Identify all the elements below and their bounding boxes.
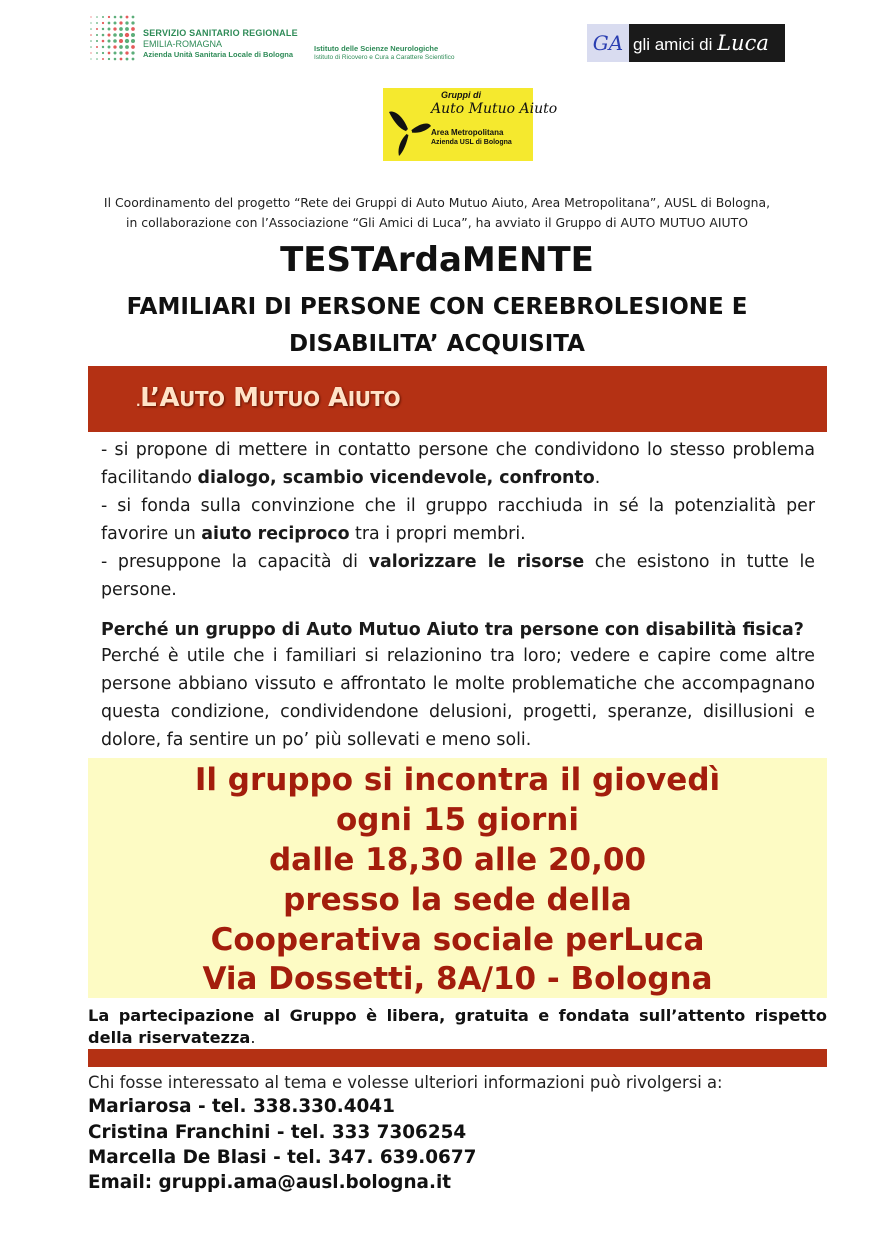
banner-w1-rest: UTO bbox=[179, 387, 225, 411]
contacts-intro: Chi fosse interessato al tema e volesse ulteriori informazioni può rivolgersi a: bbox=[88, 1073, 723, 1092]
amici-text: gli amici di bbox=[633, 35, 713, 54]
point1-text: - si propone di mettere in contatto persone che condividono lo stesso problema facilitando bbox=[101, 440, 815, 488]
contact-marcella-de-blasi: Marcella De Blasi - tel. 347. 639.0677 bbox=[88, 1147, 477, 1168]
ssr-line1: SERVIZIO SANITARIO REGIONALE bbox=[143, 28, 298, 38]
meeting-line: ogni 15 giorni bbox=[335, 802, 579, 838]
ama-line3: Area Metropolitana bbox=[431, 128, 504, 137]
meeting-line: Cooperativa sociale perLuca bbox=[210, 922, 705, 958]
ama-logo bbox=[383, 88, 558, 161]
question-heading: Perché un gruppo di Auto Mutuo Aiuto tra persone con disabilità fisica? bbox=[101, 620, 804, 640]
participation-bold: La partecipazione al Gruppo è libera, gratuita e fondata sull’attento rispetto della riservatezza bbox=[88, 1006, 827, 1047]
ama-line2: Auto Mutuo Aiuto bbox=[431, 101, 558, 117]
ama-line4: Azienda USL di Bologna bbox=[431, 139, 512, 146]
meeting-line: Il gruppo si incontra il giovedì bbox=[194, 762, 721, 798]
answer-paragraph: Perché è utile che i familiari si relazionino tra loro; vedere e capire come altre persone abbiano vissuto e affrontato le molte problematiche che accompagnano questa condizione, condividendone delusioni, progetti, speranze, disillusioni e dolore, fa sentire un po’ più sollevati e meno soli. bbox=[101, 646, 815, 750]
section-banner bbox=[88, 366, 827, 432]
contact-email-link[interactable]: Email: gruppi.ama@ausl.bologna.it bbox=[88, 1172, 452, 1193]
subtitle-line2: DISABILITA’ ACQUISITA bbox=[289, 331, 585, 357]
intro-line2: in collaborazione con l’Associazione “Gli Amici di Luca”, ha avviato il Gruppo di AUTO MUTUO AIUTO bbox=[126, 215, 748, 230]
point3-bold: valorizzare le risorse bbox=[368, 552, 585, 572]
ssr-logo-text bbox=[143, 28, 298, 60]
ama-line1: Gruppi di bbox=[441, 90, 481, 100]
meeting-info-box bbox=[88, 758, 827, 998]
amici-mark-icon: GA bbox=[587, 24, 629, 62]
isn-line2: Istituto di Ricovero e Cura a Carattere Scientifico bbox=[314, 54, 455, 61]
banner-w2-rest: UTUO bbox=[258, 387, 320, 411]
banner-heading bbox=[136, 383, 400, 413]
contact-mariarosa: Mariarosa - tel. 338.330.4041 bbox=[88, 1096, 395, 1117]
subtitle-line1: FAMILIARI DI PERSONE CON CEREBROLESIONE E bbox=[126, 294, 748, 320]
point1-bold: dialogo, scambio vicendevole, confronto bbox=[197, 468, 595, 488]
ssr-line3: Azienda Unità Sanitaria Locale di Bologna bbox=[143, 50, 294, 59]
banner-lead: . bbox=[136, 395, 141, 409]
page-subtitle bbox=[80, 289, 794, 363]
point2-end: tra i propri membri. bbox=[349, 524, 526, 544]
description-point-1 bbox=[101, 436, 815, 492]
banner-w3-rest: IUTO bbox=[347, 387, 401, 411]
point2-text: - si fonda sulla convinzione che il gruppo racchiuda in sé la potenzialità per favorire un bbox=[101, 496, 815, 544]
amici-di-luca-logo bbox=[587, 24, 785, 62]
page-title: TESTArdaMENTE bbox=[280, 240, 594, 280]
point3-text: - presuppone la capacità di bbox=[101, 552, 369, 572]
ssr-line2: EMILIA-ROMAGNA bbox=[143, 39, 223, 49]
amici-name: Luca bbox=[717, 31, 769, 55]
participation-note bbox=[88, 1005, 827, 1049]
meeting-line: Via Dossetti, 8A/10 - Bologna bbox=[202, 961, 713, 997]
meeting-line: presso la sede della bbox=[283, 882, 632, 918]
meeting-line: dalle 18,30 alle 20,00 bbox=[268, 842, 647, 878]
description-paragraph bbox=[101, 436, 815, 604]
contact-cristina-franchini: Cristina Franchini - tel. 333 7306254 bbox=[88, 1122, 467, 1143]
banner-w3-cap: A bbox=[328, 383, 348, 413]
isn-line1: Istituto delle Scienze Neurologiche bbox=[314, 44, 439, 53]
divider-bar bbox=[88, 1049, 827, 1067]
isn-logo-text bbox=[314, 44, 455, 62]
banner-w2-cap: M bbox=[233, 383, 259, 413]
point2-bold: aiuto reciproco bbox=[201, 524, 350, 544]
point3-end: che esistono in tutte le persone. bbox=[101, 552, 815, 600]
participation-end: . bbox=[250, 1028, 256, 1047]
amici-logo-text bbox=[629, 31, 769, 55]
ssr-dot-grid-icon bbox=[88, 14, 136, 62]
point1-end: . bbox=[594, 468, 601, 488]
intro-text bbox=[60, 193, 814, 233]
description-point-3 bbox=[101, 548, 815, 604]
description-point-2 bbox=[101, 492, 815, 548]
ssr-logo bbox=[88, 14, 318, 64]
banner-w1-cap: L’A bbox=[140, 383, 180, 413]
intro-line1: Il Coordinamento del progetto “Rete dei Gruppi di Auto Mutuo Aiuto, Area Metropolitana”, AUSL di Bologna, bbox=[103, 195, 771, 210]
three-leaf-icon bbox=[385, 104, 433, 158]
